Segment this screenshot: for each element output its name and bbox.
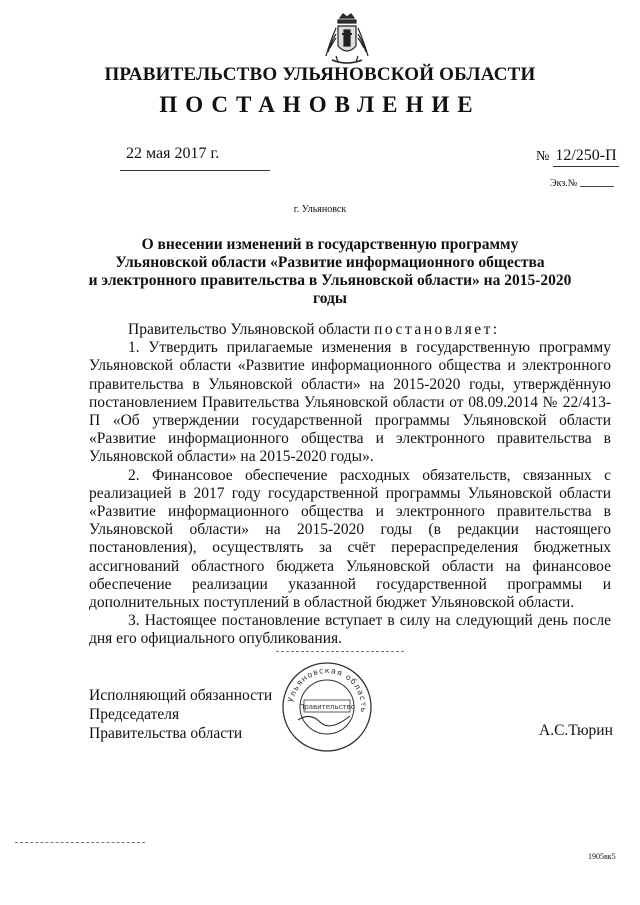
- title-line: и электронного правительства в Ульяновской области» на 2015-2020 годы: [88, 272, 572, 307]
- title-line: Ульяновской области «Развитие информационного общества: [115, 254, 545, 271]
- official-stamp-icon: [280, 660, 374, 754]
- date-underline: [120, 170, 270, 171]
- signature-separator: [276, 651, 404, 652]
- stamp-ring-text: Ульяновская область: [286, 665, 369, 714]
- document-body: [89, 321, 611, 649]
- bottom-dashed-line: [15, 842, 145, 843]
- document-date: 22 мая 2017 г.: [126, 145, 220, 162]
- number-value: 12/250-П: [553, 147, 618, 167]
- intro-paragraph: Правительство Ульяновской области постановляет:: [128, 321, 500, 338]
- document-title: [80, 236, 580, 308]
- paragraph-2: 2. Финансовое обеспечение расходных обязательств, связанных с реализацией в 2017 году государственной программы Ульяновской области «Развитие информационного общества и электронного правительства в Ульяновской области» на 2015-2020 годы (в редакции настоящего постановления), осуществлять за счёт перераспределения бюджетных ассигнований областного бюджета Ульяновской области на финансовое обеспечение реализации указанной государственной программы и дополнительных поступлений в областной бюджет Ульяновской области.: [89, 466, 611, 612]
- copy-label: Экз.№: [550, 178, 578, 189]
- coat-of-arms-icon: [322, 12, 372, 68]
- paragraph-1: 1. Утвердить прилагаемые изменения в государственную программу Ульяновской области «Развитие информационного общества и электронного правительства в Ульяновской области» на 2015-2020 годы, утверждённую постановлением Правительства Ульяновской области от 08.09.2014 № 22/413-П «Об утверждении государственной программы Ульяновской области «Развитие информационного общества и электронного правительства в Ульяновской области» на 2015-2020 годы».: [89, 339, 611, 466]
- document-type-heading: ПОСТАНОВЛЕНИЕ: [159, 92, 481, 117]
- copy-number-blank: [580, 186, 614, 187]
- copy-number: [550, 178, 614, 189]
- signatory-name: А.С.Тюрин: [539, 722, 613, 739]
- paragraph-3: 3. Настоящее постановление вступает в силу на следующий день после дня его официального опубликования.: [89, 612, 611, 648]
- number-prefix: №: [536, 149, 550, 164]
- stamp-center-text: Правительство: [299, 703, 355, 711]
- government-title: ПРАВИТЕЛЬСТВО УЛЬЯНОВСКОЙ ОБЛАСТИ: [104, 64, 536, 85]
- document-number: [536, 147, 619, 167]
- title-line: О внесении изменений в государственную программу: [141, 236, 519, 253]
- signatory-position: Исполняющий обязанности Председателя Правительства области: [89, 687, 273, 742]
- city-name: г. Ульяновск: [293, 204, 347, 215]
- footer-code: 1905вк5: [588, 852, 616, 861]
